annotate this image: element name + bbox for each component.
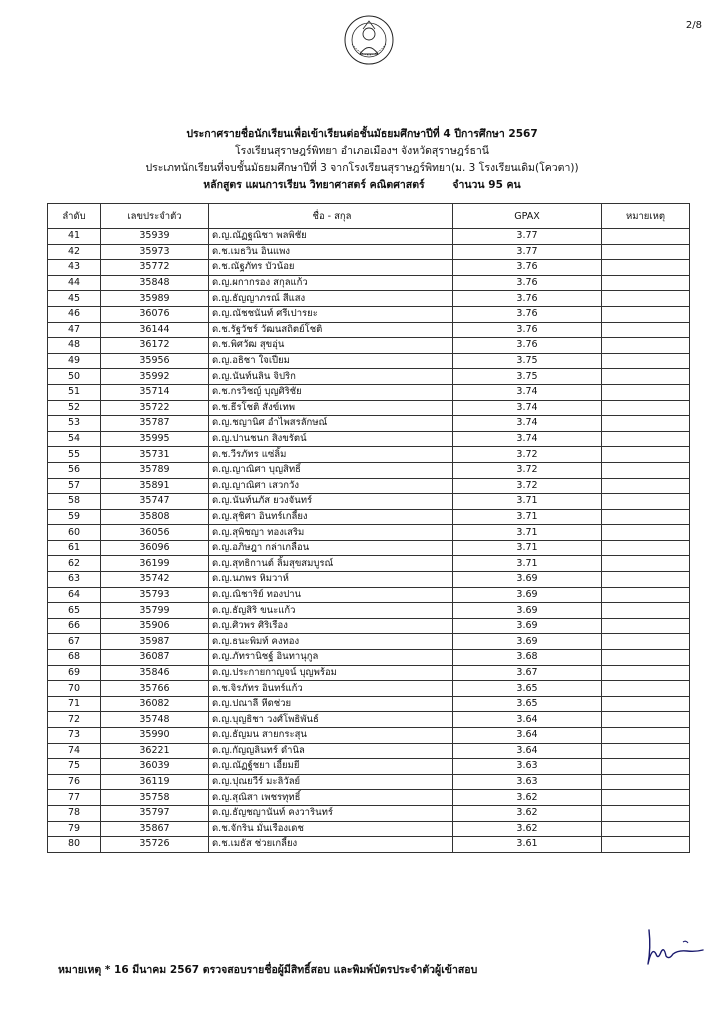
cell-remark (602, 681, 690, 697)
cell-order: 49 (48, 353, 101, 369)
cell-order: 79 (48, 821, 101, 837)
cell-name: ด.ญ.อภิษฎา กล่าเกลื่อน (209, 540, 453, 556)
cell-gpax: 3.74 (453, 400, 602, 416)
column-header-name: ชื่อ - สกุล (209, 204, 453, 229)
cell-gpax: 3.63 (453, 774, 602, 790)
cell-order: 73 (48, 728, 101, 744)
cell-name: ด.ญ.ชญานิศ อำไพสรลักษณ์ (209, 416, 453, 432)
cell-order: 65 (48, 603, 101, 619)
cell-order: 77 (48, 790, 101, 806)
table-row (48, 447, 690, 463)
cell-gpax: 3.62 (453, 805, 602, 821)
table-row (48, 681, 690, 697)
footer-note: หมายเหตุ * 16 มีนาคม 2567 ตรวจสอบรายชื่อผู้มีสิทธิ์สอบ และพิมพ์บัตรประจำตัวผู้เข้าสอบ (58, 964, 478, 976)
cell-student-id: 35939 (101, 229, 209, 245)
table-row (48, 805, 690, 821)
school-emblem-icon (343, 14, 395, 66)
cell-remark (602, 743, 690, 759)
table-row (48, 416, 690, 432)
cell-student-id: 35731 (101, 447, 209, 463)
cell-gpax: 3.76 (453, 260, 602, 276)
cell-gpax: 3.69 (453, 634, 602, 650)
cell-order: 74 (48, 743, 101, 759)
cell-gpax: 3.74 (453, 431, 602, 447)
cell-student-id: 35906 (101, 618, 209, 634)
cell-remark (602, 260, 690, 276)
cell-name: ด.ญ.ปุณยวีร์ มะลิวัลย์ (209, 774, 453, 790)
cell-gpax: 3.71 (453, 494, 602, 510)
cell-student-id: 36119 (101, 774, 209, 790)
cell-name: ด.ญ.ผกากรอง สกุลแก้ว (209, 275, 453, 291)
cell-remark (602, 494, 690, 510)
cell-order: 71 (48, 696, 101, 712)
school-line: โรงเรียนสุราษฎร์พิทยา อำเภอเมืองฯ จังหวัดสุราษฎร์ธานี (235, 145, 489, 157)
cell-remark (602, 556, 690, 572)
cell-student-id: 35987 (101, 634, 209, 650)
table-row (48, 696, 690, 712)
cell-name: ด.ญ.บุญธิชา วงศ์โพธิพันธ์ (209, 712, 453, 728)
cell-gpax: 3.76 (453, 322, 602, 338)
table-row (48, 322, 690, 338)
cell-student-id: 35758 (101, 790, 209, 806)
cell-order: 68 (48, 650, 101, 666)
cell-order: 42 (48, 244, 101, 260)
cell-name: ด.ญ.สุณิสา เพชรทุทธิ์ (209, 790, 453, 806)
cell-remark (602, 229, 690, 245)
page-number: 2/8 (685, 20, 702, 31)
table-row (48, 774, 690, 790)
cell-order: 44 (48, 275, 101, 291)
cell-gpax: 3.71 (453, 525, 602, 541)
cell-student-id: 35995 (101, 431, 209, 447)
cell-student-id: 36082 (101, 696, 209, 712)
cell-order: 48 (48, 338, 101, 354)
cell-student-id: 35808 (101, 509, 209, 525)
cell-name: ด.ญ.ธัญสิริ ขนะแก้ว (209, 603, 453, 619)
cell-gpax: 3.74 (453, 384, 602, 400)
signature-mark (643, 920, 709, 970)
cell-remark (602, 821, 690, 837)
cell-remark (602, 244, 690, 260)
table-row (48, 494, 690, 510)
cell-remark (602, 353, 690, 369)
cell-name: ด.ญ.สุทธิกานต์ ลิ้มสุขสมบูรณ์ (209, 556, 453, 572)
table-row (48, 634, 690, 650)
cell-order: 67 (48, 634, 101, 650)
cell-order: 47 (48, 322, 101, 338)
cell-order: 62 (48, 556, 101, 572)
cell-order: 57 (48, 478, 101, 494)
cell-remark (602, 587, 690, 603)
cell-name: ด.ญ.ศิวพร ศิริเรือง (209, 618, 453, 634)
cell-student-id: 35787 (101, 416, 209, 432)
table-row (48, 509, 690, 525)
cell-name: ด.ญ.ณัฏฐณิชา พลพิชัย (209, 229, 453, 245)
table-row (48, 587, 690, 603)
table-row (48, 821, 690, 837)
cell-name: ด.ญ.ญาณิศา เสวกวัง (209, 478, 453, 494)
cell-remark (602, 306, 690, 322)
cell-gpax: 3.69 (453, 587, 602, 603)
cell-order: 45 (48, 291, 101, 307)
table-row (48, 743, 690, 759)
table-row (48, 275, 690, 291)
cell-gpax: 3.76 (453, 275, 602, 291)
cell-gpax: 3.69 (453, 618, 602, 634)
cell-name: ด.ญ.ธนะพิมท์ คงทอง (209, 634, 453, 650)
cell-gpax: 3.77 (453, 229, 602, 245)
cell-student-id: 35772 (101, 260, 209, 276)
student-table (47, 203, 690, 853)
document-header (0, 126, 724, 194)
cell-order: 72 (48, 712, 101, 728)
cell-gpax: 3.76 (453, 291, 602, 307)
cell-student-id: 35956 (101, 353, 209, 369)
table-row (48, 384, 690, 400)
cell-student-id: 36056 (101, 525, 209, 541)
table-row (48, 369, 690, 385)
cell-gpax: 3.64 (453, 712, 602, 728)
cell-remark (602, 384, 690, 400)
cell-order: 64 (48, 587, 101, 603)
column-header-remark: หมายเหตุ (602, 204, 690, 229)
cell-remark (602, 837, 690, 853)
cell-student-id: 35722 (101, 400, 209, 416)
cell-order: 50 (48, 369, 101, 385)
cell-gpax: 3.65 (453, 681, 602, 697)
cell-remark (602, 338, 690, 354)
table-row (48, 650, 690, 666)
cell-name: ด.ญ.นันท์นลิน จิปริก (209, 369, 453, 385)
cell-gpax: 3.71 (453, 540, 602, 556)
cell-remark (602, 634, 690, 650)
cell-order: 46 (48, 306, 101, 322)
cell-student-id: 35990 (101, 728, 209, 744)
cell-remark (602, 759, 690, 775)
cell-name: ด.ญ.ธัญชญานันท์ คงวารินทร์ (209, 805, 453, 821)
column-header-gpax: GPAX (453, 204, 602, 229)
cell-student-id: 35748 (101, 712, 209, 728)
cell-remark (602, 525, 690, 541)
cell-student-id: 36144 (101, 322, 209, 338)
cell-student-id: 35726 (101, 837, 209, 853)
cell-name: ด.ญ.ธัญญาภรณ์ สีแสง (209, 291, 453, 307)
cell-name: ด.ญ.สุพิชญา ทองเสริม (209, 525, 453, 541)
cell-student-id: 35799 (101, 603, 209, 619)
cell-name: ด.ช.ณัฐภัทร บัวน้อย (209, 260, 453, 276)
cell-remark (602, 447, 690, 463)
cell-gpax: 3.72 (453, 478, 602, 494)
cell-remark (602, 509, 690, 525)
cell-student-id: 36087 (101, 650, 209, 666)
table-row (48, 306, 690, 322)
table-row (48, 353, 690, 369)
cell-order: 59 (48, 509, 101, 525)
cell-name: ด.ช.ธีรโชติ สังข์เทพ (209, 400, 453, 416)
cell-order: 63 (48, 572, 101, 588)
cell-remark (602, 275, 690, 291)
cell-remark (602, 805, 690, 821)
table-row (48, 618, 690, 634)
cell-order: 52 (48, 400, 101, 416)
cell-name: ด.ช.กรวิชญ์ บุญศิริชัย (209, 384, 453, 400)
cell-gpax: 3.72 (453, 462, 602, 478)
cell-remark (602, 774, 690, 790)
table-row (48, 431, 690, 447)
cell-name: ด.ช.จักริน มั่นเรืองเดช (209, 821, 453, 837)
cell-order: 58 (48, 494, 101, 510)
cell-name: ด.ช.เมธัส ช่วยเกลี้ยง (209, 837, 453, 853)
cell-order: 75 (48, 759, 101, 775)
table-row (48, 244, 690, 260)
cell-remark (602, 696, 690, 712)
cell-remark (602, 712, 690, 728)
cell-gpax: 3.75 (453, 353, 602, 369)
table-row (48, 665, 690, 681)
cell-gpax: 3.76 (453, 338, 602, 354)
cell-student-id: 36076 (101, 306, 209, 322)
cell-gpax: 3.63 (453, 759, 602, 775)
cell-name: ด.ช.พิศวัฒ สุขอุ่น (209, 338, 453, 354)
program-line (0, 177, 724, 194)
cell-student-id: 36221 (101, 743, 209, 759)
cell-remark (602, 400, 690, 416)
cell-student-id: 36199 (101, 556, 209, 572)
cell-gpax: 3.71 (453, 556, 602, 572)
cell-order: 66 (48, 618, 101, 634)
cell-order: 43 (48, 260, 101, 276)
cell-gpax: 3.62 (453, 821, 602, 837)
cell-name: ด.ญ.ณัฏฐ์ชยา เอี้ยมยี (209, 759, 453, 775)
cell-remark (602, 572, 690, 588)
table-row (48, 229, 690, 245)
cell-student-id: 35747 (101, 494, 209, 510)
cell-student-id: 35867 (101, 821, 209, 837)
table-row (48, 462, 690, 478)
cell-remark (602, 322, 690, 338)
cell-order: 70 (48, 681, 101, 697)
cell-name: ด.ญ.ประกายกาญจน์ บุญพร้อม (209, 665, 453, 681)
table-row (48, 837, 690, 853)
cell-name: ด.ญ.นภพร หิมวาห์ (209, 572, 453, 588)
cell-remark (602, 478, 690, 494)
cell-order: 53 (48, 416, 101, 432)
cell-remark (602, 416, 690, 432)
cell-name: ด.ช.เมธวิน อินแพง (209, 244, 453, 260)
cell-gpax: 3.65 (453, 696, 602, 712)
cell-name: ด.ช.วีรภัทร แซ่ลิ้ม (209, 447, 453, 463)
cell-order: 69 (48, 665, 101, 681)
cell-remark (602, 618, 690, 634)
cell-remark (602, 728, 690, 744)
cell-remark (602, 650, 690, 666)
cell-name: ด.ญ.สุชิศา อินทร์เกลี้ยง (209, 509, 453, 525)
table-row (48, 603, 690, 619)
cell-order: 60 (48, 525, 101, 541)
cell-order: 76 (48, 774, 101, 790)
program-label: หลักสูตร แผนการเรียน วิทยาศาสตร์ คณิตศาสตร์ (203, 179, 425, 191)
cell-student-id: 35848 (101, 275, 209, 291)
cell-name: ด.ญ.ธัญมน สายกระสุน (209, 728, 453, 744)
cell-student-id: 35789 (101, 462, 209, 478)
cell-gpax: 3.74 (453, 416, 602, 432)
table-row (48, 790, 690, 806)
cell-name: ด.ญ.อธิชา ใจเปี่ยม (209, 353, 453, 369)
table-row (48, 572, 690, 588)
table-row (48, 712, 690, 728)
cell-gpax: 3.69 (453, 603, 602, 619)
cell-order: 51 (48, 384, 101, 400)
cell-student-id: 35891 (101, 478, 209, 494)
cell-gpax: 3.62 (453, 790, 602, 806)
cell-order: 41 (48, 229, 101, 245)
table-row (48, 556, 690, 572)
cell-student-id: 35989 (101, 291, 209, 307)
cell-order: 80 (48, 837, 101, 853)
cell-gpax: 3.69 (453, 572, 602, 588)
cell-name: ด.ญ.ณัชชนันท์ ศรีเปารยะ (209, 306, 453, 322)
table-row (48, 291, 690, 307)
table-row (48, 400, 690, 416)
cell-student-id: 35742 (101, 572, 209, 588)
cell-gpax: 3.76 (453, 306, 602, 322)
table-row (48, 338, 690, 354)
cell-order: 55 (48, 447, 101, 463)
cell-remark (602, 369, 690, 385)
cell-student-id: 35766 (101, 681, 209, 697)
cell-remark (602, 431, 690, 447)
cell-name: ด.ญ.ภัทรานิชฐ์ อินทานุกูล (209, 650, 453, 666)
cell-remark (602, 790, 690, 806)
cell-gpax: 3.64 (453, 728, 602, 744)
cell-gpax: 3.77 (453, 244, 602, 260)
cell-name: ด.ญ.ปานชนก สิงขรัตน์ (209, 431, 453, 447)
table-row (48, 540, 690, 556)
table-row (48, 478, 690, 494)
cell-order: 78 (48, 805, 101, 821)
table-row (48, 759, 690, 775)
cell-gpax: 3.72 (453, 447, 602, 463)
table-row (48, 728, 690, 744)
cell-remark (602, 291, 690, 307)
document-title: ประกาศรายชื่อนักเรียนเพื่อเข้าเรียนต่อชั้นมัธยมศึกษาปีที่ 4 ปีการศึกษา 2567 (186, 128, 538, 140)
cell-student-id: 35846 (101, 665, 209, 681)
cell-student-id: 36096 (101, 540, 209, 556)
column-header-order: ลำดับ (48, 204, 101, 229)
cell-student-id: 35992 (101, 369, 209, 385)
cell-name: ด.ญ.กัญญลินทร์ ดำนิล (209, 743, 453, 759)
cell-name: ด.ช.จิรภัทร อินทร์แก้ว (209, 681, 453, 697)
column-header-student-id: เลขประจำตัว (101, 204, 209, 229)
cell-name: ด.ญ.นันท์นภัส ยวงจันทร์ (209, 494, 453, 510)
cell-gpax: 3.75 (453, 369, 602, 385)
cell-student-id: 35973 (101, 244, 209, 260)
cell-gpax: 3.64 (453, 743, 602, 759)
cell-remark (602, 603, 690, 619)
table-row (48, 525, 690, 541)
cell-name: ด.ญ.ญาณิศา บุญสิทธิ์ (209, 462, 453, 478)
cell-gpax: 3.71 (453, 509, 602, 525)
cell-remark (602, 665, 690, 681)
cell-student-id: 35714 (101, 384, 209, 400)
cell-remark (602, 540, 690, 556)
table-row (48, 260, 690, 276)
cell-remark (602, 462, 690, 478)
table-header-row (48, 204, 690, 229)
cell-order: 61 (48, 540, 101, 556)
cell-order: 56 (48, 462, 101, 478)
cell-student-id: 36039 (101, 759, 209, 775)
student-count: จำนวน 95 คน (452, 179, 521, 191)
cell-gpax: 3.68 (453, 650, 602, 666)
cell-student-id: 35797 (101, 805, 209, 821)
cell-order: 54 (48, 431, 101, 447)
cell-name: ด.ช.รัฐวัชร์ วัฒนสถิตย์โชติ (209, 322, 453, 338)
category-line: ประเภทนักเรียนที่จบชั้นมัธยมศึกษาปีที่ 3 จากโรงเรียนสุราษฎร์พิทยา(ม. 3 โรงเรียนเดิม(โควตา)) (145, 162, 579, 174)
cell-student-id: 35793 (101, 587, 209, 603)
cell-name: ด.ญ.ณิชาริย์ ทองปาน (209, 587, 453, 603)
cell-student-id: 36172 (101, 338, 209, 354)
cell-gpax: 3.67 (453, 665, 602, 681)
cell-gpax: 3.61 (453, 837, 602, 853)
cell-name: ด.ญ.ปณาลี หีดช่วย (209, 696, 453, 712)
